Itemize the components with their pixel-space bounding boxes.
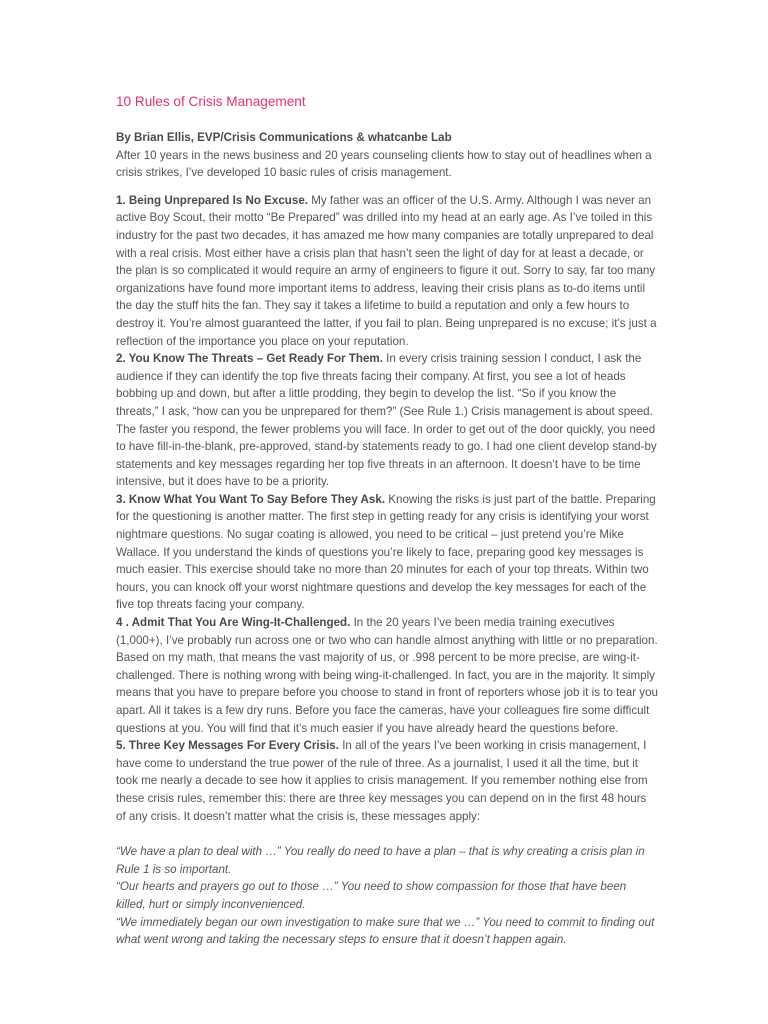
- rule-4: [116, 614, 658, 737]
- key-messages-list: [116, 843, 658, 949]
- document-title: 10 Rules of Crisis Management: [116, 94, 306, 109]
- rule-3-text: Knowing the risks is just part of the battle. Preparing for the questioning is another matter. The first step in getting ready for any crisis is identifying your worst nightmare questions. No sugar coating is allowed, you need to be critical – just pretend you’re Mike Wallace. If you understand the kinds of questions you’re likely to face, preparing good key messages is much easier. This exercise should take no more than 20 minutes for each of your top threats. Within two hours, you can knock off your worst nightmare questions and develop the key messages for each of the five top threats facing your company.: [116, 492, 656, 612]
- byline-block: [116, 129, 658, 182]
- rule-4-heading: 4 . Admit That You Are Wing-It-Challenged.: [116, 616, 351, 630]
- intro-paragraph: After 10 years in the news business and 20 years counseling clients how to stay out of headlines when a crisis strikes, I’ve developed 10 basic rules of crisis management.: [116, 148, 652, 180]
- rule-1: [116, 192, 658, 350]
- rule-1-text: My father was an officer of the U.S. Army. Although I was never an active Boy Scout, their motto “Be Prepared” was drilled into my head at an early age. As I’ve toiled in this industry for the past two decades, it has amazed me how many companies are totally unprepared to deal with a real crisis. Most either have a crisis plan that hasn’t seen the light of day for at least a decade, or the plan is so complicated it would require an army of engineers to figure it out. Sorry to say, far too many organizations have found more important items to address, leaving their crisis plans as to-do items until the day the stuff hits the fan. They say it takes a lifetime to build a reputation and only a few hours to destroy it. You’re almost guaranteed the latter, if you fail to plan. Being unprepared is no excuse; it’s just a reflection of the importance you place on your reputation.: [116, 193, 657, 348]
- key-message-3: “We immediately began our own investigation to make sure that we …” You need to commit to finding out what went wrong and taking the necessary steps to ensure that it doesn’t happen again.: [116, 915, 655, 947]
- key-message-1: “We have a plan to deal with …” You really do need to have a plan – that is why creating a crisis plan in Rule 1 is so important.: [116, 845, 645, 876]
- rule-2-text: In every crisis training session I conduct, I ask the audience if they can identify the top five threats facing their company. At first, you see a lot of heads bobbing up and down, but after a little prodding, they begin to develop the list. “So if you know the threats,” I ask, “how can you be unprepared for them?” (See Rule 1.) Crisis management is about speed. The faster you respond, the fewer problems you will face. In order to get out of the door quickly, you need to have fill-in-the-blank, pre-approved, stand-by statements ready to go. I had one client develop stand-by statements and key messages regarding her top five threats in an afternoon. It doesn’t have to be time intensive, but it does have to be a priority.: [116, 352, 657, 489]
- rule-5-text: In all of the years I’ve been working in crisis management, I have come to understand the true power of the rule of three. As a journalist, I used it all the time, but it took me nearly a decade to see how it applies to crisis management. If you remember nothing else from these crisis rules, remember this: there are three key messages you can depend on in the first 48 hours of any crisis. It doesn’t matter what the crisis is, these messages apply:: [116, 739, 648, 823]
- rule-2-heading: 2. You Know The Threats – Get Ready For Them.: [116, 352, 383, 366]
- rules-list: [116, 192, 658, 825]
- rule-2: [116, 350, 658, 491]
- key-message-2: “Our hearts and prayers go out to those …” You need to show compassion for those that have been killed, hurt or simply inconvenienced.: [116, 880, 627, 911]
- rule-3: [116, 491, 658, 614]
- rule-5-heading: 5. Three Key Messages For Every Crisis.: [116, 739, 339, 753]
- rule-3-heading: 3. Know What You Want To Say Before They Ask.: [116, 492, 386, 506]
- author-byline: By Brian Ellis, EVP/Crisis Communications & whatcanbe Lab: [116, 131, 452, 144]
- rule-4-text: In the 20 years I’ve been media training executives (1,000+), I’ve probably run across one or two who can handle almost anything with little or no preparation. Based on my math, that means the vast majority of us, or .998 percent to be more precise, are wing-it-challenged. There is nothing wrong with being wing-it-challenged. In fact, you are in the majority. It simply means that you have to prepare before you choose to stand in front of reporters whose job it is to tear you apart. All it takes is a few dry runs. Before you face the cameras, have your colleagues fire some difficult questions at you. You will find that it’s much easier if you have already heard the questions before.: [116, 616, 659, 735]
- rule-1-heading: 1. Being Unprepared Is No Excuse.: [116, 193, 308, 207]
- rule-5: [116, 737, 658, 825]
